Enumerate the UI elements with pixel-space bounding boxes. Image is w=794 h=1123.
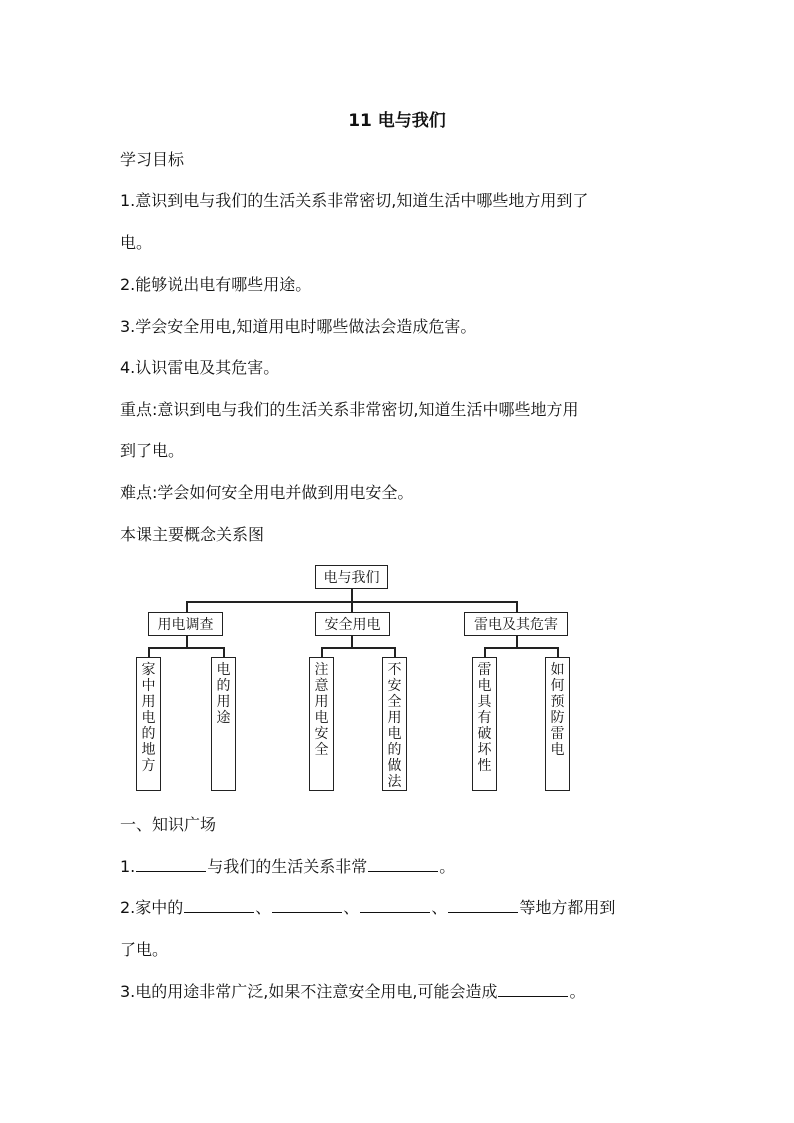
key-point: 重点:意识到电与我们的生活关系非常密切,知道生活中哪些地方用 <box>120 400 579 419</box>
diagram-heading: 本课主要概念关系图 <box>120 525 265 544</box>
connector <box>321 647 395 649</box>
question-3 <box>120 982 585 1002</box>
question-1 <box>120 857 455 877</box>
answer-blank[interactable] <box>368 857 438 872</box>
goal-3: 3.学会安全用电,知道用电时哪些做法会造成危害。 <box>120 317 477 336</box>
goal-2: 2.能够说出电有哪些用途。 <box>120 275 312 294</box>
q2-mid: 等地方都用到 <box>519 898 616 917</box>
difficulty: 难点:学会如何安全用电并做到用电安全。 <box>120 483 414 502</box>
goal-1-cont: 电。 <box>120 233 153 252</box>
leaf-safety-attention <box>309 657 334 791</box>
leaf-label: 注意用电安全 <box>314 662 329 758</box>
leaf-label: 家中用电的地方 <box>141 662 156 774</box>
goal-4: 4.认识雷电及其危害。 <box>120 358 280 377</box>
branch-safe-use: 安全用电 <box>315 612 390 636</box>
q1-end: 。 <box>439 857 456 876</box>
q3-prefix: 3.电的用途非常广泛,如果不注意安全用电,可能会造成 <box>120 982 498 1001</box>
q1-mid: 与我们的生活关系非常 <box>207 857 368 876</box>
key-point-cont: 到了电。 <box>120 441 185 460</box>
q2-sep: 、 <box>431 898 448 917</box>
q2-prefix: 2.家中的 <box>120 898 184 917</box>
connector <box>484 647 558 649</box>
leaf-label: 电的用途 <box>216 662 231 726</box>
answer-blank[interactable] <box>360 898 430 913</box>
branch-usage-survey: 用电调查 <box>148 612 223 636</box>
answer-blank[interactable] <box>272 898 342 913</box>
page-title: 11 电与我们 <box>348 111 446 131</box>
answer-blank[interactable] <box>184 898 254 913</box>
leaf-prevention <box>545 657 570 791</box>
leaf-label: 不安全用电的做法 <box>387 662 402 790</box>
connector <box>148 647 224 649</box>
leaf-label: 雷电具有破坏性 <box>477 662 492 774</box>
branch-lightning: 雷电及其危害 <box>464 612 568 636</box>
goal-1: 1.意识到电与我们的生活关系非常密切,知道生活中哪些地方用到了 <box>120 191 589 210</box>
answer-blank[interactable] <box>448 898 518 913</box>
leaf-unsafe-practices <box>382 657 407 791</box>
q3-end: 。 <box>569 982 586 1001</box>
leaf-label: 如何预防雷电 <box>550 662 565 758</box>
question-2 <box>120 898 615 918</box>
diagram-root: 电与我们 <box>315 565 388 589</box>
leaf-destructive <box>472 657 497 791</box>
answer-blank[interactable] <box>498 982 568 997</box>
leaf-home-usage <box>136 657 161 791</box>
q1-prefix: 1. <box>120 857 136 876</box>
section1-heading: 一、知识广场 <box>120 815 217 834</box>
q2-sep: 、 <box>343 898 360 917</box>
leaf-uses <box>211 657 236 791</box>
goals-heading: 学习目标 <box>120 150 185 169</box>
answer-blank[interactable] <box>136 857 206 872</box>
question-2-cont: 了电。 <box>120 940 169 959</box>
q2-sep: 、 <box>255 898 272 917</box>
